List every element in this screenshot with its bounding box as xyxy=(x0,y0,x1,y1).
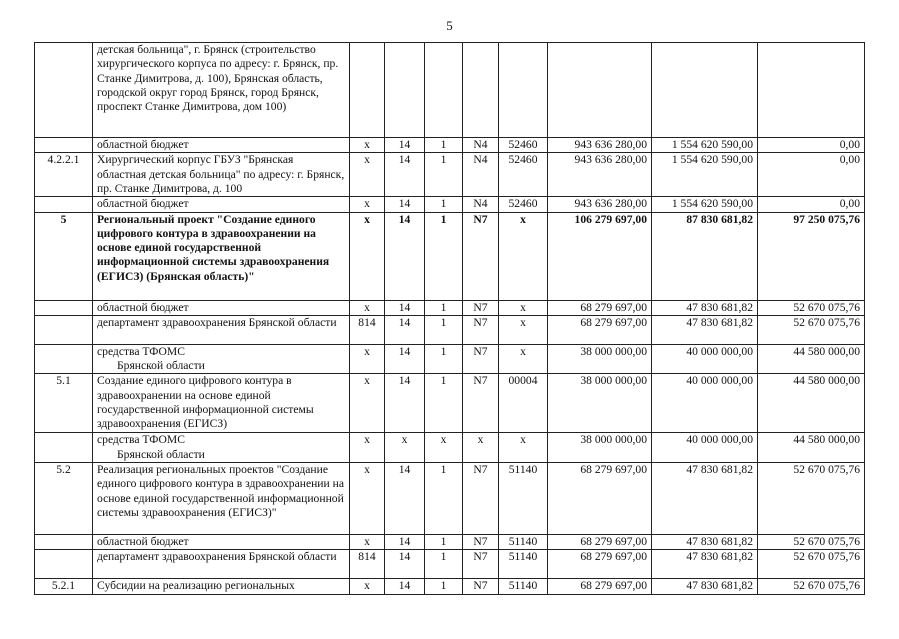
row-amount-year-1 xyxy=(548,197,652,212)
row-grbs-text: х xyxy=(364,153,370,167)
row-name xyxy=(93,315,350,344)
row-podrazdel-text: 1 xyxy=(440,344,447,358)
row-grbs-text: х xyxy=(364,535,370,549)
row-amount-year-2-text: 47 830 681,82 xyxy=(686,315,753,329)
row-podrazdel xyxy=(425,579,463,594)
row-podrazdel xyxy=(425,550,463,579)
budget-table xyxy=(34,42,865,595)
row-podrazdel xyxy=(425,535,463,550)
row-code-text: 5.2 xyxy=(56,463,71,477)
row-grbs-text: х xyxy=(364,138,370,151)
row-amount-year-2-text: 1 554 620 590,00 xyxy=(671,197,753,211)
row-podrazdel-text: 1 xyxy=(440,138,447,151)
row-amount-year-3 xyxy=(758,43,865,138)
row-amount-year-1-text: 106 279 697,00 xyxy=(574,212,647,226)
row-target-code xyxy=(499,579,548,594)
row-razdel xyxy=(385,550,425,579)
row-razdel-text: х xyxy=(401,433,408,447)
row-target-program xyxy=(463,579,499,594)
row-target-code-text: 51140 xyxy=(508,535,538,549)
row-grbs-text: х xyxy=(364,197,370,211)
row-podrazdel-text: 1 xyxy=(440,374,447,388)
row-razdel xyxy=(385,374,425,433)
row-target-program xyxy=(463,300,499,315)
row-grbs-text: х xyxy=(364,463,370,477)
row-amount-year-2-text: 40 000 000,00 xyxy=(686,344,753,358)
row-target-code xyxy=(499,463,548,535)
row-target-program-text: N7 xyxy=(473,344,488,358)
row-amount-year-1-text: 68 279 697,00 xyxy=(580,315,647,329)
row-amount-year-3-text: 0,00 xyxy=(839,197,860,211)
row-podrazdel-text: 1 xyxy=(440,315,447,329)
row-code xyxy=(35,579,93,594)
row-amount-year-2 xyxy=(652,43,758,138)
row-amount-year-1-text: 68 279 697,00 xyxy=(580,550,647,564)
row-name-text: Создание единого цифрового контура в здравоохранении на основе единой государственной информационной системы здравоохранения (ЕГИСЗ) xyxy=(97,374,314,431)
row-amount-year-3-text: 0,00 xyxy=(839,153,860,167)
row-name-text: областной бюджет xyxy=(97,197,189,211)
row-amount-year-1-text: 38 000 000,00 xyxy=(580,374,647,388)
row-razdel-text: 14 xyxy=(398,315,411,329)
row-podrazdel-text: 1 xyxy=(440,550,447,564)
row-grbs xyxy=(350,344,385,374)
row-name xyxy=(93,197,350,212)
row-amount-year-1 xyxy=(548,463,652,535)
row-target-program-text: N7 xyxy=(473,463,488,477)
row-razdel-text: 14 xyxy=(398,535,411,549)
row-amount-year-2 xyxy=(652,535,758,550)
row-amount-year-1 xyxy=(548,579,652,594)
row-amount-year-3 xyxy=(758,433,865,463)
row-name-text: Субсидии на реализацию региональных xyxy=(97,579,295,593)
row-name-text: областной бюджет xyxy=(97,138,189,151)
row-amount-year-1 xyxy=(548,550,652,579)
row-amount-year-3 xyxy=(758,315,865,344)
row-amount-year-3 xyxy=(758,212,865,300)
row-amount-year-1 xyxy=(548,535,652,550)
row-target-program xyxy=(463,153,499,197)
row-name xyxy=(93,374,350,433)
row-razdel xyxy=(385,535,425,550)
row-name-continuation: Брянской области xyxy=(117,359,205,373)
row-razdel xyxy=(385,300,425,315)
row-target-code-text: х xyxy=(520,315,526,329)
table-row xyxy=(35,550,865,579)
row-razdel-text: 14 xyxy=(398,212,411,226)
row-amount-year-2 xyxy=(652,197,758,212)
row-amount-year-3-text: 44 580 000,00 xyxy=(793,433,860,447)
row-podrazdel-text: 1 xyxy=(440,212,447,226)
row-amount-year-3-text: 44 580 000,00 xyxy=(793,374,860,388)
table-row xyxy=(35,138,865,153)
row-target-code xyxy=(499,212,548,300)
row-amount-year-2 xyxy=(652,138,758,153)
row-code xyxy=(35,300,93,315)
table-row xyxy=(35,153,865,197)
row-amount-year-2-text: 47 830 681,82 xyxy=(686,535,753,549)
table-row xyxy=(35,315,865,344)
row-name-text: средства ТФОМС xyxy=(97,433,185,447)
row-amount-year-3 xyxy=(758,463,865,535)
row-code xyxy=(35,153,93,197)
row-name xyxy=(93,344,350,374)
row-code-text: 5.1 xyxy=(56,374,71,388)
row-grbs xyxy=(350,315,385,344)
row-target-code-text: 51140 xyxy=(508,550,538,564)
row-target-code xyxy=(499,300,548,315)
row-grbs-text: х xyxy=(364,374,370,388)
row-amount-year-3-text: 52 670 075,76 xyxy=(793,315,860,329)
row-code-text: 5 xyxy=(60,212,67,226)
row-target-program xyxy=(463,138,499,153)
row-code xyxy=(35,374,93,433)
row-target-program xyxy=(463,433,499,463)
row-grbs xyxy=(350,579,385,594)
row-target-code-text: 51140 xyxy=(508,579,538,593)
row-amount-year-3-text: 52 670 075,76 xyxy=(793,300,860,314)
row-grbs xyxy=(350,300,385,315)
row-target-code xyxy=(499,138,548,153)
row-amount-year-3 xyxy=(758,300,865,315)
row-razdel xyxy=(385,138,425,153)
row-grbs xyxy=(350,153,385,197)
row-podrazdel xyxy=(425,463,463,535)
table-row xyxy=(35,43,865,138)
row-target-code xyxy=(499,550,548,579)
row-name-text: департамент здравоохранения Брянской области xyxy=(97,315,337,329)
row-target-program xyxy=(463,535,499,550)
row-amount-year-2-text: 40 000 000,00 xyxy=(686,433,753,447)
row-target-program xyxy=(463,212,499,300)
row-code xyxy=(35,433,93,463)
row-razdel xyxy=(385,463,425,535)
row-razdel-text: 14 xyxy=(398,138,411,151)
row-amount-year-2 xyxy=(652,463,758,535)
row-podrazdel-text: 1 xyxy=(440,463,447,477)
row-target-program-text: N7 xyxy=(473,300,488,314)
row-amount-year-2 xyxy=(652,344,758,374)
row-amount-year-2 xyxy=(652,315,758,344)
row-code xyxy=(35,535,93,550)
row-target-program-text: N4 xyxy=(473,153,488,167)
row-name-text: Хирургический корпус ГБУЗ "Брянская областная детская больница" по адресу: г. Брянск, пр. Станке Димитрова, д. 100 xyxy=(97,153,345,195)
table-row xyxy=(35,212,865,300)
row-amount-year-3 xyxy=(758,197,865,212)
row-amount-year-2 xyxy=(652,153,758,197)
row-name xyxy=(93,43,350,138)
row-target-program xyxy=(463,43,499,138)
row-target-program-text: х xyxy=(477,433,484,447)
table-row xyxy=(35,344,865,374)
row-code-text: 4.2.2.1 xyxy=(47,153,80,167)
row-target-program-text: N7 xyxy=(473,579,488,593)
row-amount-year-3 xyxy=(758,579,865,594)
row-amount-year-2-text: 47 830 681,82 xyxy=(686,550,753,564)
row-amount-year-3 xyxy=(758,153,865,197)
row-podrazdel xyxy=(425,153,463,197)
row-razdel xyxy=(385,579,425,594)
row-target-code-text: 52460 xyxy=(508,197,538,211)
row-razdel xyxy=(385,433,425,463)
row-code xyxy=(35,43,93,138)
row-target-program xyxy=(463,550,499,579)
row-amount-year-1-text: 68 279 697,00 xyxy=(580,579,647,593)
row-amount-year-3-text: 52 670 075,76 xyxy=(793,463,860,477)
row-amount-year-2-text: 47 830 681,82 xyxy=(686,463,753,477)
row-amount-year-3-text: 44 580 000,00 xyxy=(793,344,860,358)
row-target-program xyxy=(463,315,499,344)
row-name xyxy=(93,535,350,550)
row-amount-year-3-text: 52 670 075,76 xyxy=(793,535,860,549)
row-amount-year-1 xyxy=(548,138,652,153)
row-amount-year-1 xyxy=(548,315,652,344)
row-name-continuation: Брянской области xyxy=(117,447,205,461)
row-razdel xyxy=(385,315,425,344)
row-grbs-text: х xyxy=(364,212,370,226)
row-amount-year-3 xyxy=(758,344,865,374)
row-amount-year-1-text: 68 279 697,00 xyxy=(580,300,647,314)
row-podrazdel xyxy=(425,344,463,374)
row-name-text: детская больница", г. Брянск (строительство хирургического корпуса по адресу: г. Брянск, пр. Станке Димитрова, д. 100), Брянская область, городской округ город Брянск, город Брянск, проспект Станке Димитрова, дом 100) xyxy=(97,43,339,114)
row-code xyxy=(35,463,93,535)
row-amount-year-1 xyxy=(548,300,652,315)
row-podrazdel xyxy=(425,315,463,344)
row-target-program xyxy=(463,463,499,535)
row-amount-year-2-text: 40 000 000,00 xyxy=(686,374,753,388)
row-amount-year-2-text: 87 830 681,82 xyxy=(686,212,753,226)
row-grbs-text: 814 xyxy=(358,550,376,564)
row-grbs xyxy=(350,550,385,579)
row-amount-year-3 xyxy=(758,535,865,550)
row-podrazdel xyxy=(425,138,463,153)
row-name-text: областной бюджет xyxy=(97,535,189,549)
row-target-code xyxy=(499,315,548,344)
row-name xyxy=(93,212,350,300)
row-razdel-text: 14 xyxy=(398,579,411,593)
row-amount-year-1-text: 943 636 280,00 xyxy=(574,153,647,167)
row-amount-year-3-text: 52 670 075,76 xyxy=(793,550,860,564)
row-grbs-text: х xyxy=(364,433,370,447)
row-amount-year-1 xyxy=(548,433,652,463)
row-code xyxy=(35,197,93,212)
row-target-code xyxy=(499,344,548,374)
row-amount-year-2-text: 47 830 681,82 xyxy=(686,300,753,314)
row-amount-year-1 xyxy=(548,43,652,138)
row-razdel-text: 14 xyxy=(398,153,411,167)
row-target-code xyxy=(499,535,548,550)
row-podrazdel xyxy=(425,374,463,433)
row-code xyxy=(35,344,93,374)
row-target-code xyxy=(499,197,548,212)
row-code-text: 5.2.1 xyxy=(51,579,76,593)
row-podrazdel-text: 1 xyxy=(440,300,447,314)
row-razdel xyxy=(385,43,425,138)
row-name xyxy=(93,463,350,535)
row-amount-year-1-text: 68 279 697,00 xyxy=(580,535,647,549)
row-name xyxy=(93,138,350,153)
row-razdel-text: 14 xyxy=(398,344,411,358)
row-name-text: Региональный проект "Создание единого цифрового контура в здравоохранении на основе единой государственной информационной системы здравоохранения (ЕГИСЗ) (Брянская область)" xyxy=(97,212,330,283)
row-target-code-text: х xyxy=(520,212,526,226)
row-name-text: Реализация региональных проектов "Создание единого цифрового контура в здравоохранении на основе единой государственной информационной системы здравоохранения (ЕГИСЗ)" xyxy=(97,463,344,519)
row-name-text: средства ТФОМС xyxy=(97,344,185,358)
row-grbs xyxy=(350,43,385,138)
row-podrazdel xyxy=(425,212,463,300)
row-target-program-text: N4 xyxy=(473,138,488,151)
row-podrazdel xyxy=(425,433,463,463)
row-razdel-text: 14 xyxy=(398,197,411,211)
row-target-code xyxy=(499,433,548,463)
row-podrazdel-text: 1 xyxy=(440,197,447,211)
row-amount-year-1-text: 68 279 697,00 xyxy=(580,463,647,477)
row-grbs-text: 814 xyxy=(358,315,376,329)
row-target-program-text: N7 xyxy=(473,374,488,388)
row-code xyxy=(35,315,93,344)
row-razdel xyxy=(385,153,425,197)
row-podrazdel-text: 1 xyxy=(440,535,447,549)
row-target-code-text: 52460 xyxy=(508,138,538,151)
row-name xyxy=(93,153,350,197)
row-target-program-text: N7 xyxy=(473,550,488,564)
row-target-code xyxy=(499,43,548,138)
row-grbs xyxy=(350,212,385,300)
row-target-code-text: 00004 xyxy=(508,374,538,388)
row-amount-year-2 xyxy=(652,212,758,300)
row-target-program-text: N7 xyxy=(473,315,488,329)
row-podrazdel-text: 1 xyxy=(440,153,447,167)
row-name xyxy=(93,579,350,594)
row-amount-year-3-text: 0,00 xyxy=(839,138,860,151)
row-amount-year-2 xyxy=(652,550,758,579)
row-amount-year-2 xyxy=(652,300,758,315)
row-target-code-text: 51140 xyxy=(508,463,538,477)
row-amount-year-1-text: 38 000 000,00 xyxy=(580,433,647,447)
row-grbs-text: х xyxy=(364,300,370,314)
row-podrazdel xyxy=(425,197,463,212)
row-name xyxy=(93,433,350,463)
row-amount-year-1-text: 943 636 280,00 xyxy=(574,138,647,151)
row-podrazdel-text: х xyxy=(440,433,447,447)
row-amount-year-2 xyxy=(652,374,758,433)
row-target-code-text: х xyxy=(520,433,526,447)
row-code xyxy=(35,212,93,300)
row-grbs xyxy=(350,433,385,463)
row-razdel-text: 14 xyxy=(398,300,411,314)
row-amount-year-2-text: 1 554 620 590,00 xyxy=(671,138,753,151)
page-number: 5 xyxy=(446,18,453,33)
row-amount-year-1 xyxy=(548,212,652,300)
row-target-program xyxy=(463,344,499,374)
row-code xyxy=(35,550,93,579)
row-amount-year-2 xyxy=(652,433,758,463)
row-podrazdel xyxy=(425,300,463,315)
row-amount-year-3-text: 97 250 075,76 xyxy=(793,212,860,226)
row-grbs xyxy=(350,374,385,433)
row-name-text: областной бюджет xyxy=(97,300,189,314)
row-target-code xyxy=(499,374,548,433)
row-target-code-text: х xyxy=(520,300,526,314)
row-razdel xyxy=(385,197,425,212)
table-row xyxy=(35,535,865,550)
row-name xyxy=(93,300,350,315)
row-podrazdel xyxy=(425,43,463,138)
row-target-program-text: N7 xyxy=(473,212,488,226)
row-grbs xyxy=(350,138,385,153)
row-amount-year-2-text: 1 554 620 590,00 xyxy=(671,153,753,167)
row-amount-year-1 xyxy=(548,374,652,433)
row-amount-year-3 xyxy=(758,138,865,153)
row-amount-year-2-text: 47 830 681,82 xyxy=(686,579,753,593)
table-row xyxy=(35,579,865,594)
table-row xyxy=(35,197,865,212)
row-grbs-text: х xyxy=(364,579,370,593)
row-target-program xyxy=(463,374,499,433)
row-grbs xyxy=(350,463,385,535)
row-amount-year-1 xyxy=(548,344,652,374)
row-name xyxy=(93,550,350,579)
row-target-program-text: N7 xyxy=(473,535,488,549)
row-grbs xyxy=(350,197,385,212)
table-row xyxy=(35,433,865,463)
table-row xyxy=(35,463,865,535)
table-row xyxy=(35,374,865,433)
row-razdel-text: 14 xyxy=(398,550,411,564)
row-razdel-text: 14 xyxy=(398,374,411,388)
row-razdel-text: 14 xyxy=(398,463,411,477)
row-target-program xyxy=(463,197,499,212)
row-amount-year-3-text: 52 670 075,76 xyxy=(793,579,860,593)
row-razdel xyxy=(385,344,425,374)
row-amount-year-3 xyxy=(758,374,865,433)
row-grbs-text: х xyxy=(364,344,370,358)
row-amount-year-2 xyxy=(652,579,758,594)
row-amount-year-1-text: 38 000 000,00 xyxy=(580,344,647,358)
row-target-program-text: N4 xyxy=(473,197,488,211)
row-amount-year-1-text: 943 636 280,00 xyxy=(574,197,647,211)
row-grbs xyxy=(350,535,385,550)
row-target-code-text: х xyxy=(520,344,526,358)
row-amount-year-3 xyxy=(758,550,865,579)
table-row xyxy=(35,300,865,315)
table-body xyxy=(35,43,865,595)
row-target-code-text: 52460 xyxy=(508,153,538,167)
row-amount-year-1 xyxy=(548,153,652,197)
row-code xyxy=(35,138,93,153)
row-podrazdel-text: 1 xyxy=(440,579,447,593)
row-name-text: департамент здравоохранения Брянской области xyxy=(97,550,337,564)
row-target-code xyxy=(499,153,548,197)
row-razdel xyxy=(385,212,425,300)
